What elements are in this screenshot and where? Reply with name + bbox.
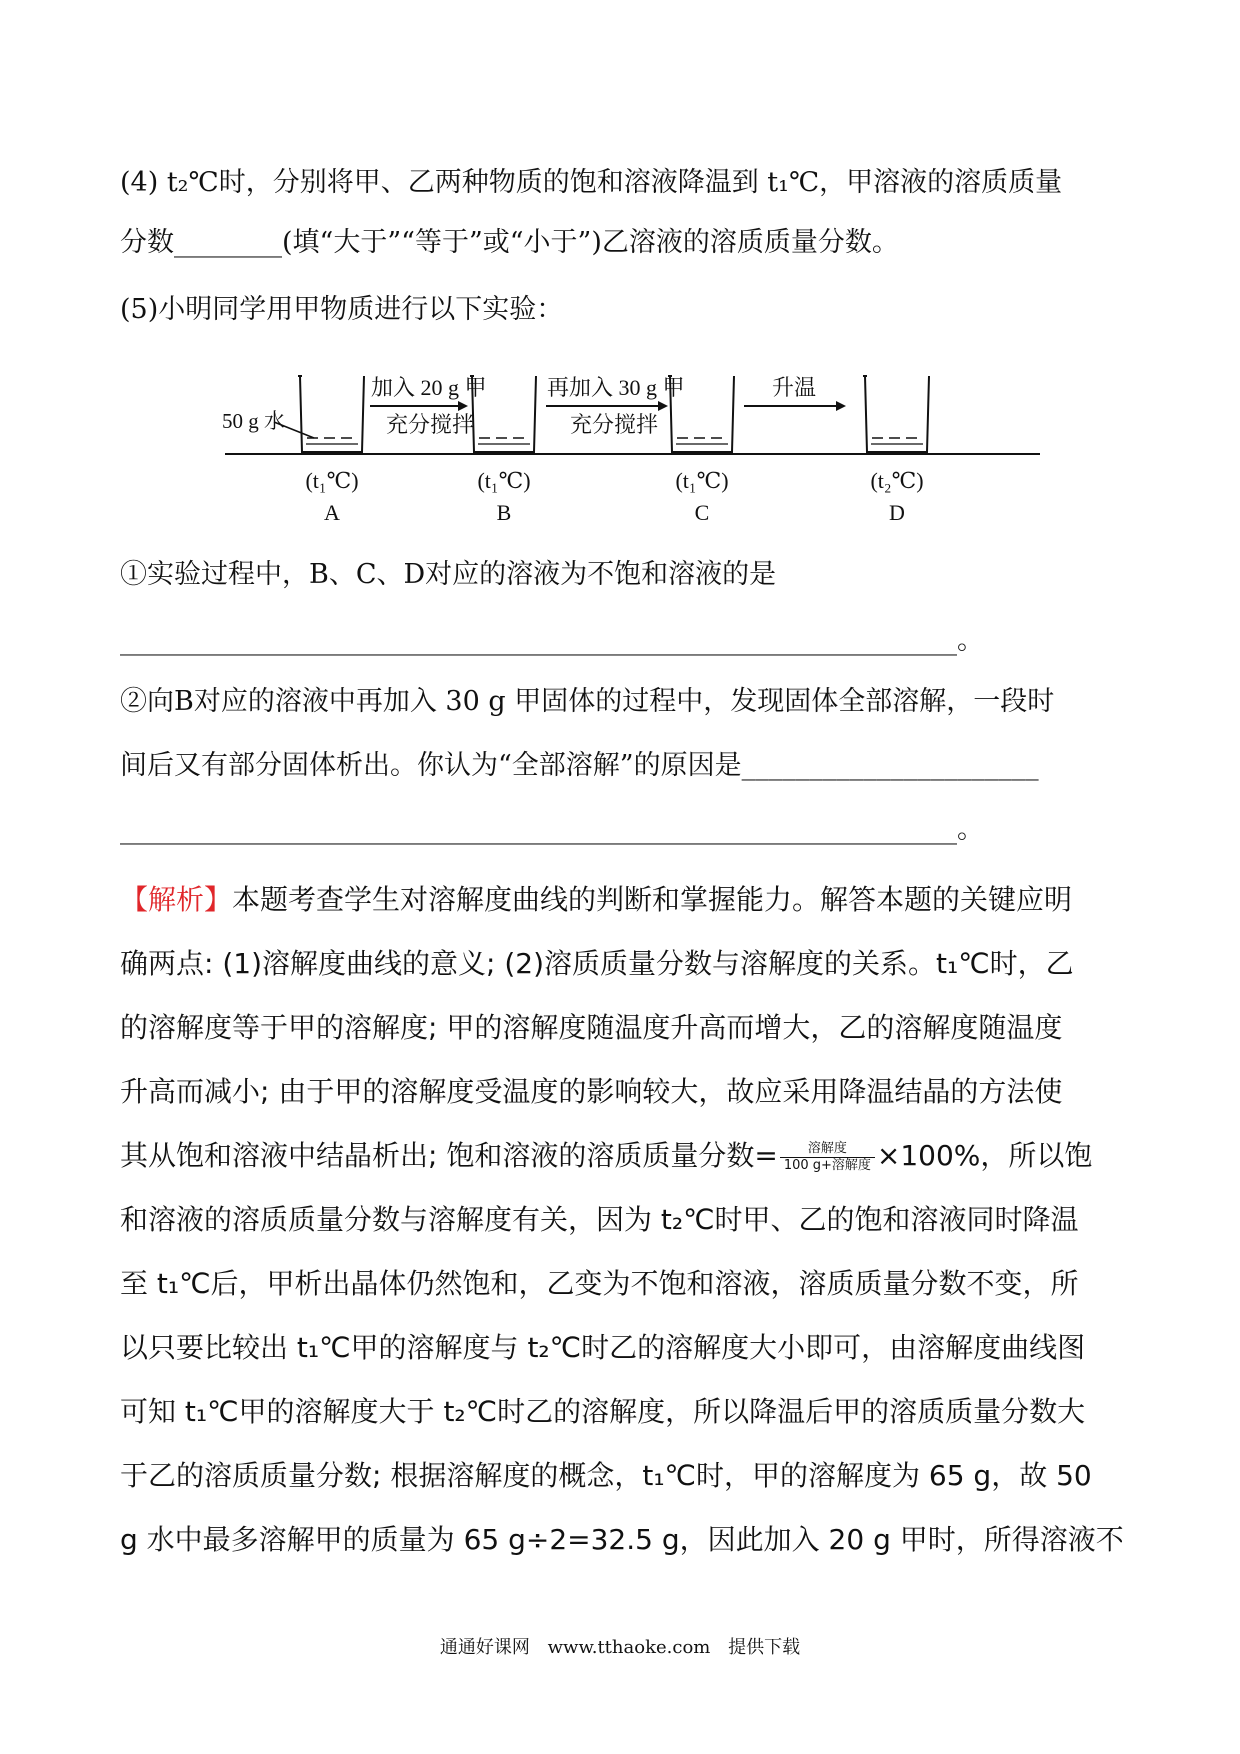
beaker-a-temp: (t₁℃) (305, 468, 359, 493)
question-5-intro: (5)小明同学用甲物质进行以下实验： (120, 294, 564, 325)
analysis-line-1 (120, 880, 1072, 920)
analysis-tag: 【解析】 (120, 883, 233, 916)
analysis-line-5 (120, 1136, 1092, 1176)
beaker-a-letter: A (324, 500, 340, 525)
page-footer (0, 1633, 1240, 1659)
beaker-b-temp: (t₁℃) (477, 468, 531, 493)
formula-numerator: 溶解度 (780, 1141, 875, 1158)
mass-fraction-formula (780, 1141, 875, 1174)
step-3-top-label: 升温 (772, 375, 817, 400)
step-1-top-label: 加入 20 g 甲 (371, 375, 487, 400)
sub-question-1-line-1: ①实验过程中，B、C、D对应的溶液为不饱和溶液的是 (120, 559, 777, 590)
analysis-line-3: 的溶解度等于甲的溶解度; 甲的溶解度随温度升高而增大，乙的溶解度随温度 (120, 1011, 1063, 1044)
analysis-line-1-text: 本题考查学生对溶解度曲线的判断和掌握能力。解答本题的关键应明 (232, 883, 1073, 916)
step-2-top-label: 再加入 30 g 甲 (547, 375, 685, 400)
step-1-bottom-label: 充分搅拌 (386, 412, 475, 437)
arrow-step-2 (546, 401, 668, 411)
arrow-step-3 (744, 401, 846, 411)
analysis-line-6: 和溶液的溶质质量分数与溶解度有关，因为 t₂℃时甲、乙的饱和溶液同时降温 (120, 1203, 1079, 1236)
beaker-c-temp: (t₁℃) (675, 468, 729, 493)
beaker-d-temp: (t₂℃) (870, 468, 924, 493)
beaker-a (298, 376, 364, 452)
question-4-line-2: 分数________(填“大于”“等于”或“小于”)乙溶液的溶质质量分数。 (120, 227, 899, 258)
analysis-line-5-before: 其从饱和溶液中结晶析出; 饱和溶液的溶质质量分数= (120, 1139, 778, 1172)
analysis-line-7: 至 t₁℃后，甲析出晶体仍然饱和，乙变为不饱和溶液，溶质质量分数不变，所 (120, 1267, 1079, 1300)
footer-url[interactable]: www.tthaoke.com (547, 1637, 711, 1658)
analysis-line-10: 于乙的溶质质量分数; 根据溶解度的概念，t₁℃时，甲的溶解度为 65 g，故 50 (120, 1459, 1092, 1492)
beaker-c-letter: C (694, 500, 710, 525)
beaker-d-letter: D (889, 500, 905, 525)
sub-question-2-line-2: 间后又有部分固体析出。你认为“全部溶解”的原因是______________________ (120, 750, 1039, 781)
beaker-b-letter: B (496, 500, 512, 525)
analysis-line-2: 确两点: (1)溶解度曲线的意义; (2)溶质质量分数与溶解度的关系。t₁℃时，乙 (120, 947, 1074, 980)
step-2-bottom-label: 充分搅拌 (570, 412, 659, 437)
sub-question-2-answer-blank: ______________________________________________________________。 (120, 814, 984, 845)
formula-denominator: 100 g+溶解度 (783, 1157, 871, 1173)
sub-question-2-line-1: ②向B对应的溶液中再加入 30 g 甲固体的过程中，发现固体全部溶解，一段时 (120, 686, 1055, 717)
arrow-step-1 (370, 401, 468, 411)
analysis-line-4: 升高而减小; 由于甲的溶解度受温度的影响较大，故应采用降温结晶的方法使 (120, 1075, 1063, 1108)
analysis-line-5-after: ×100%，所以饱 (876, 1139, 1093, 1172)
footer-site-name: 通通好课网 (439, 1637, 530, 1658)
question-4-line-1: (4) t₂℃时，分别将甲、乙两种物质的饱和溶液降温到 t₁℃，甲溶液的溶质质量 (120, 167, 1063, 198)
experiment-diagram (210, 362, 1040, 532)
sub-question-1-answer-blank: ______________________________________________________________。 (120, 625, 984, 656)
footer-download-text: 提供下载 (728, 1637, 801, 1658)
water-label: 50 g 水 (222, 409, 285, 433)
analysis-line-11: g 水中最多溶解甲的质量为 65 g÷2=32.5 g，因此加入 20 g 甲时，所得溶液不 (120, 1523, 1124, 1556)
analysis-line-9: 可知 t₁℃甲的溶解度大于 t₂℃时乙的溶解度，所以降温后甲的溶质质量分数大 (120, 1395, 1086, 1428)
beaker-d (863, 376, 929, 452)
analysis-line-8: 以只要比较出 t₁℃甲的溶解度与 t₂℃时乙的溶解度大小即可，由溶解度曲线图 (120, 1331, 1086, 1364)
